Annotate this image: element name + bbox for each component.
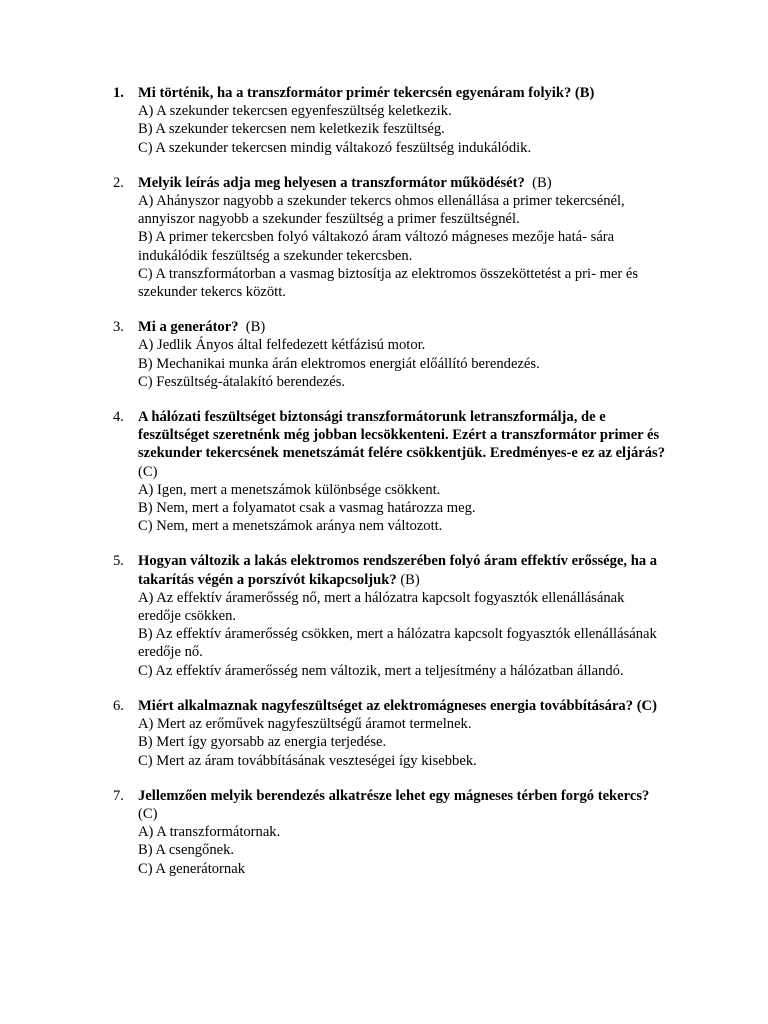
question-3 <box>0 318 668 391</box>
option-b: B) Az effektív áramerősség csökken, mert a hálózatra kapcsolt fogyasztók ellenállásának eredője nő. <box>138 626 657 661</box>
question-stem: Melyik leírás adja meg helyesen a transzformátor működését? <box>138 174 525 191</box>
question-text <box>138 408 668 481</box>
question-number: 4. <box>113 409 124 426</box>
option-a: A) Jedlik Ányos által felfedezett kétfázisú motor. <box>138 337 426 354</box>
answer-key: (B) <box>400 571 420 588</box>
question-stem: Mi történik, ha a transzformátor primér tekercsén egyenáram folyik? <box>138 85 572 101</box>
option-c: C) Az effektív áramerősség nem változik, mert a teljesítmény a hálózatban állandó. <box>138 662 624 679</box>
question-text <box>138 552 668 588</box>
question-number: 5. <box>113 553 124 570</box>
option-a: A) A szekunder tekercsen egyenfeszültség keletkezik. <box>138 103 452 120</box>
question-2 <box>0 174 668 301</box>
option-a: A) A transzformátornak. <box>138 824 281 841</box>
question-text <box>138 174 668 192</box>
question-stem: Mi a generátor? <box>138 319 239 336</box>
option-c: C) A generátornak <box>138 860 245 877</box>
answer-key: (B) <box>245 319 266 336</box>
option-b: B) Nem, mert a folyamatot csak a vasmag határozza meg. <box>138 500 476 517</box>
option-a: A) Ahányszor nagyobb a szekunder tekercs ohmos ellenállása a primer tekercsénél, annyiszor nagyobb a szekunder feszültség a primer feszültségnél. <box>138 193 625 228</box>
question-stem: A hálózati feszültséget biztonsági transzformátorunk letranszformálja, de e feszültséget szeretnénk még jobban lecsökkenteni. Ezért a transzformátor primer és szekunder tekercsének menetszámát felére csökkentjük. Eredményes-e ez az eljárás? <box>138 409 666 462</box>
answer-key: (C) <box>138 805 158 822</box>
answer-key: (B) <box>532 174 552 191</box>
option-a: A) Az effektív áramerősség nő, mert a hálózatra kapcsolt fogyasztók ellenállásának eredője csökken. <box>138 589 625 625</box>
question-1 <box>0 84 668 157</box>
question-number: 6. <box>113 697 124 714</box>
option-a: A) Mert az erőművek nagyfeszültségű áramot termelnek. <box>138 716 472 733</box>
question-5 <box>0 552 668 679</box>
question-text <box>138 84 668 102</box>
option-b: B) A csengőnek. <box>138 842 235 859</box>
option-c: C) Feszültség-átalakító berendezés. <box>138 373 346 390</box>
answer-key: (C) <box>636 697 657 714</box>
question-stem: Jellemzően melyik berendezés alkatrésze lehet egy mágneses térben forgó tekercs? <box>138 787 650 804</box>
question-text <box>138 787 668 823</box>
option-b: B) A primer tekercsben folyó váltakozó áram változó mágneses mezője hatá- sára indukálódik feszültség a szekunder tekercsben. <box>138 229 615 264</box>
question-text <box>138 318 668 336</box>
option-c: C) Mert az áram továbbításának veszteségei így kisebbek. <box>138 752 477 769</box>
option-b: B) Mechanikai munka árán elektromos energiát előállító berendezés. <box>138 355 540 372</box>
option-c: C) A szekunder tekercsen mindig váltakozó feszültség indukálódik. <box>138 139 532 156</box>
question-4 <box>0 408 668 535</box>
question-6 <box>0 697 668 770</box>
question-stem: Hogyan változik a lakás elektromos rendszerében folyó áram effektív erőssége, ha a takarítás végén a porszívót kikapcsoljuk? <box>138 553 658 588</box>
question-stem: Miért alkalmaznak nagyfeszültséget az elektromágneses energia továbbítására? <box>138 697 634 714</box>
option-b: B) A szekunder tekercsen nem keletkezik feszültség. <box>138 121 445 138</box>
question-text <box>138 697 668 715</box>
option-c: C) Nem, mert a menetszámok aránya nem változott. <box>138 518 443 535</box>
option-b: B) Mert így gyorsabb az energia terjedése. <box>138 734 387 751</box>
question-7 <box>0 787 668 878</box>
answer-key: (B) <box>574 85 595 101</box>
question-number: 2. <box>113 174 124 191</box>
question-number: 7. <box>113 787 124 804</box>
question-number: 3. <box>113 319 124 336</box>
option-a: A) Igen, mert a menetszámok különbsége csökkent. <box>138 481 441 498</box>
answer-key: (C) <box>138 463 158 480</box>
option-c: C) A transzformátorban a vasmag biztosítja az elektromos összeköttetést a pri- mer és szekunder tekercs között. <box>138 265 639 301</box>
question-list <box>0 84 768 895</box>
question-number: 1. <box>113 85 124 101</box>
